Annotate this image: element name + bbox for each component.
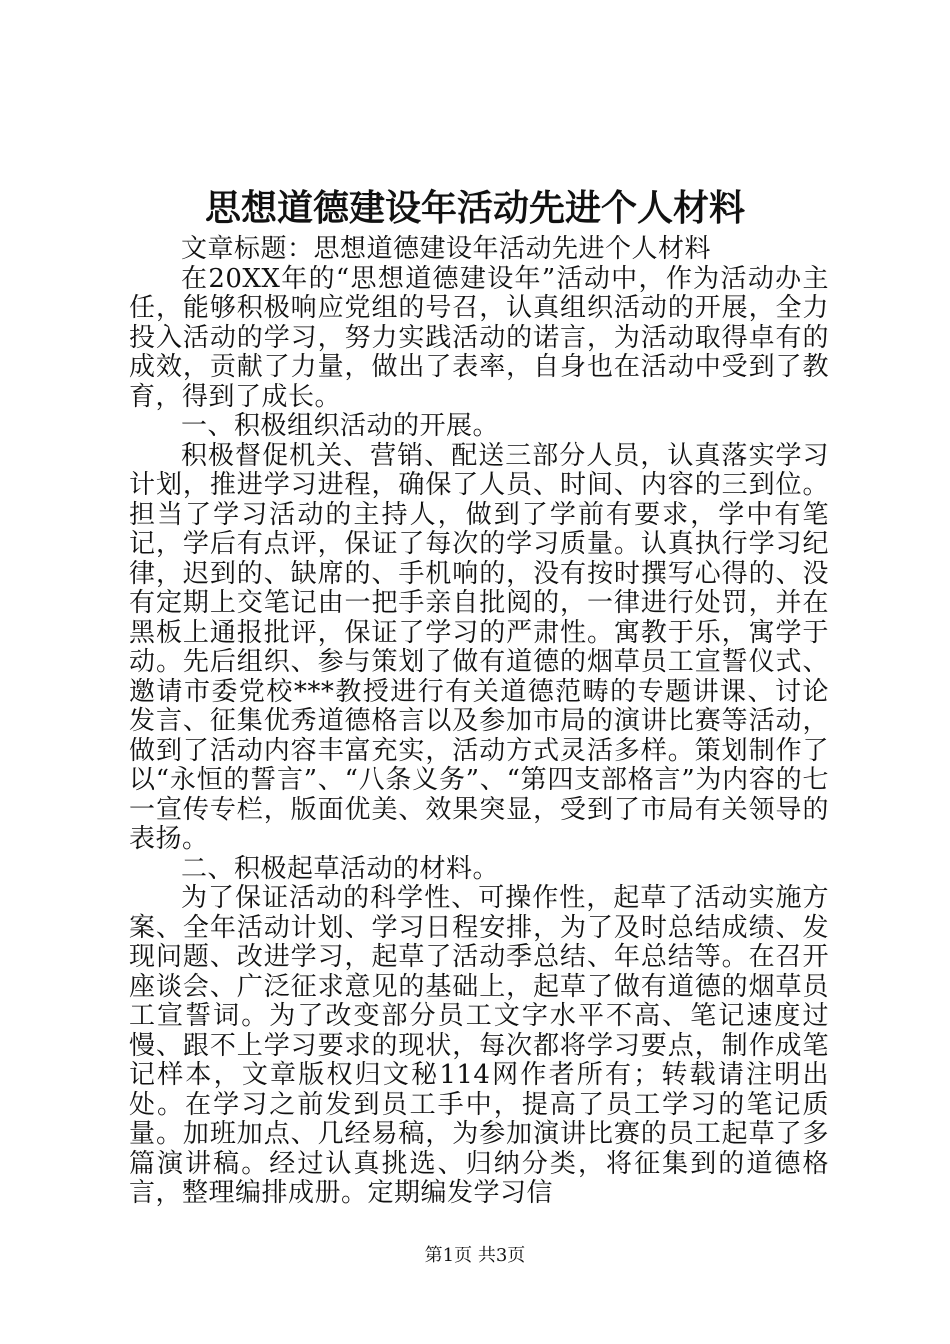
section-heading-2: 二、积极起草活动的材料。 xyxy=(181,853,500,884)
section-1-paragraph: 积极督促机关、营销、配送三部分人员，认真落实学习计划，推进学习进程，确保了人员、时间、内容的三到位。担当了学习活动的主持人，做到了学前有要求，学中有笔记，学后有点评，保证了每次的学习质量。认真执行学习纪律，迟到的、缺席的、手机响的，没有按时撰写心得的、没有定期上交笔记由一把手亲自批阅的，一律进行处罚，并在黑板上通报批评，保证了学习的严肃性。寓教于乐，寓学于动。先后组织、参与策划了做有道德的烟草员工宣誓仪式、邀请市委党校***教授进行有关道德范畴的专题讲课、讨论发言、征集优秀道德格言以及参加市局的演讲比赛等活动，做到了活动内容丰富充实，活动方式灵活多样。策划制作了以“永恒的誓言”、“八条义务”、“第四支部格言”为内容的七一宣传专栏，版面优美、效果突显，受到了市局有关领导的表扬。 xyxy=(129,440,829,854)
section-2-paragraph: 为了保证活动的科学性、可操作性，起草了活动实施方案、全年活动计划、学习日程安排，为了及时总结成绩、发现问题、改进学习，起草了活动季总结、年总结等。在召开座谈会、广泛征求意见的基础上，起草了做有道德的烟草员工宣誓词。为了改变部分员工文字水平不高、笔记速度过慢、跟不上学习要求的现状，每次都将学习要点，制作成笔记样本，文章版权归文秘114网作者所有；转载请注明出处。在学习之前发到员工手中，提高了员工学习的笔记质量。加班加点、几经易稿，为参加演讲比赛的员工起草了多篇演讲稿。经过认真挑选、归纳分类，将征集到的道德格言，整理编排成册。定期编发学习信 xyxy=(129,883,829,1208)
section-heading-1: 一、积极组织活动的开展。 xyxy=(181,411,500,441)
article-heading-line: 文章标题：思想道德建设年活动先进个人材料 xyxy=(181,234,712,264)
page-footer: 第1页 共3页 xyxy=(424,1245,526,1266)
intro-paragraph: 在20XX年的“思想道德建设年”活动中，作为活动办主任，能够积极响应党组的号召，认真组织活动的开展，全力投入活动的学习，努力实践活动的诺言，为活动取得卓有的成效，贡献了力量，做出了表率，自身也在活动中受到了教育，得到了成长。 xyxy=(129,263,829,412)
document-title: 思想道德建设年活动先进个人材料 xyxy=(204,188,745,229)
document-body xyxy=(129,235,829,1209)
